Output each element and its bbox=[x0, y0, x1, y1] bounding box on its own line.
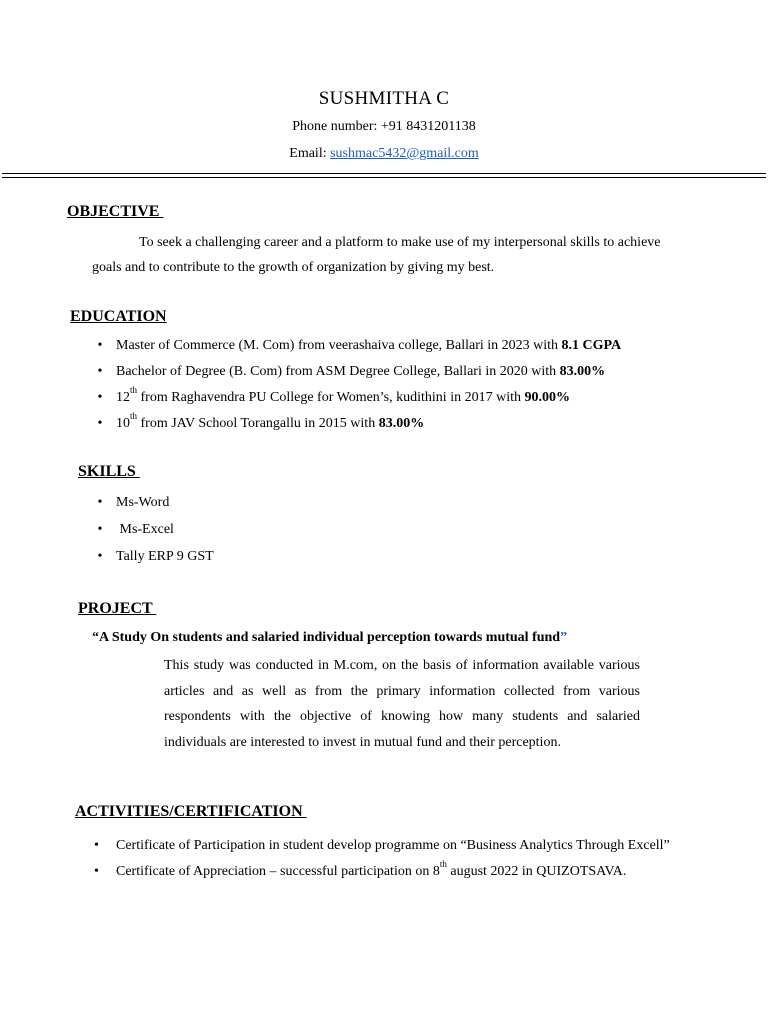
skills-list bbox=[97, 495, 516, 576]
activities-heading: ACTIVITIES/CERTIFICATION bbox=[75, 803, 307, 820]
skill-item: • Ms-Word bbox=[116, 495, 516, 522]
objective-text: To seek a challenging career and a platform to make use of my interpersonal skills to achieve goals and to contribute to the growth of organization by giving my best. bbox=[92, 235, 661, 275]
skill-item: • Tally ERP 9 GST bbox=[116, 549, 516, 576]
activity-item: • Certificate of Participation in student develop programme on “Business Analytics Through Excell” bbox=[116, 833, 674, 858]
education-heading: EDUCATION bbox=[70, 308, 167, 325]
bullet-icon: • bbox=[97, 549, 103, 564]
education-item: • 12th from Raghavendra PU College for Women’s, kudithini in 2017 with 90.00% bbox=[116, 390, 686, 416]
objective-heading: OBJECTIVE bbox=[67, 203, 164, 220]
skill-item: • Ms-Excel bbox=[116, 522, 516, 549]
education-item: • Bachelor of Degree (B. Com) from ASM Degree College, Ballari in 2020 with 83.00% bbox=[116, 364, 686, 390]
bullet-icon: • bbox=[97, 390, 103, 405]
activity-item: • Certificate of Appreciation – successful participation on 8th august 2022 in QUIZOTSAVA. bbox=[116, 859, 674, 884]
bullet-icon: • bbox=[97, 522, 103, 537]
header-divider bbox=[2, 173, 766, 174]
bullet-icon: • bbox=[94, 864, 99, 879]
activities-list bbox=[94, 833, 674, 884]
project-heading: PROJECT bbox=[78, 600, 157, 617]
phone-number: Phone number: +91 8431201138 bbox=[292, 119, 476, 134]
email-link[interactable]: sushmac5432@gmail.com bbox=[330, 146, 479, 161]
education-list bbox=[97, 338, 686, 442]
education-item: • 10th from JAV School Torangallu in 2015 with 83.00% bbox=[116, 416, 686, 442]
email-line bbox=[0, 146, 768, 162]
project-title: “A Study On students and salaried individual perception towards mutual fund” bbox=[92, 630, 568, 645]
bullet-icon: • bbox=[97, 416, 103, 431]
candidate-name: SUSHMITHA C bbox=[318, 88, 450, 109]
bullet-icon: • bbox=[97, 338, 103, 353]
bullet-icon: • bbox=[94, 838, 99, 853]
bullet-icon: • bbox=[97, 364, 103, 379]
project-description: This study was conducted in M.com, on the basis of information available various articles and as well as from the primary information collected from various respondents with the objective of knowing how many students and salaried individuals are interested to invest in mutual fund and their perception. bbox=[164, 658, 640, 750]
skills-heading: SKILLS bbox=[78, 463, 140, 480]
email-label: Email: bbox=[289, 146, 331, 161]
education-item: • Master of Commerce (M. Com) from veerashaiva college, Ballari in 2023 with 8.1 CGPA bbox=[116, 338, 686, 364]
header-divider-double bbox=[2, 177, 766, 178]
bullet-icon: • bbox=[97, 495, 103, 510]
